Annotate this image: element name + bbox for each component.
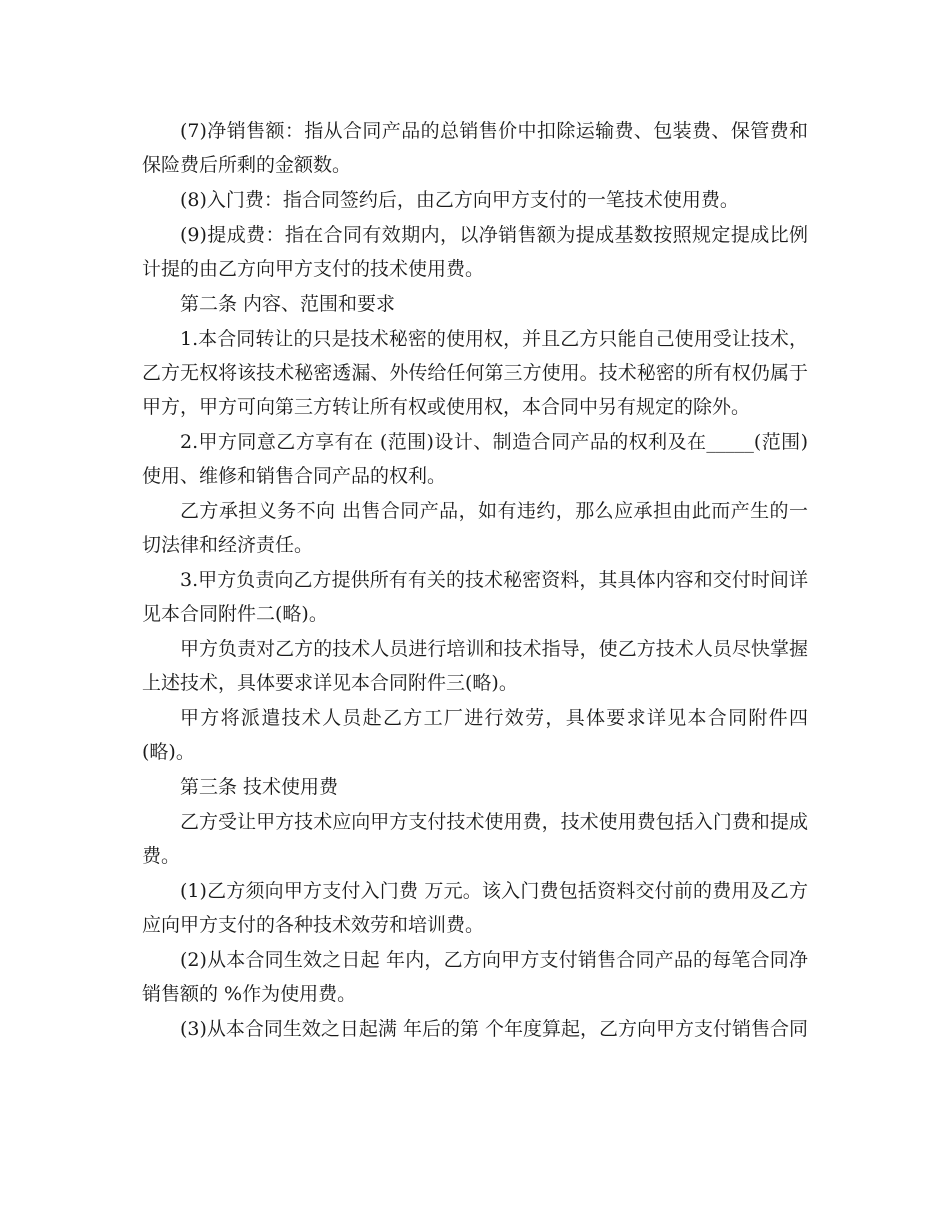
- paragraph-fee-item-1: (1)乙方须向甲方支付入门费 万元。该入门费包括资料交付前的费用及乙方应向甲方支付的各种技术效劳和培训费。: [142, 880, 808, 936]
- paragraph-net-sales-definition: (7)净销售额：指从合同产品的总销售价中扣除运输费、包装费、保管费和保险费后所剩的金额数。: [142, 120, 808, 176]
- paragraph-clause-2-2-obligation: 乙方承担义务不向 出售合同产品，如有违约，那么应承担由此而产生的一切法律和经济责任。: [142, 500, 808, 556]
- paragraph-clause-2-1: 1.本合同转让的只是技术秘密的使用权，并且乙方只能自己使用受让技术，乙方无权将该技术秘密透漏、外传给任何第三方使用。技术秘密的所有权仍属于甲方，甲方可向第三方转让所有权或使用权，本合同中另有规定的除外。: [142, 328, 808, 418]
- paragraph-clause-2-2: 2.甲方同意乙方享有在 (范围)设计、制造合同产品的权利及在_____(范围)使用、维修和销售合同产品的权利。: [142, 431, 808, 487]
- document-body: [142, 114, 808, 1047]
- paragraph-royalty-definition: (9)提成费：指在合同有效期内，以净销售额为提成基数按照规定提成比例计提的由乙方向甲方支付的技术使用费。: [142, 224, 808, 280]
- paragraph-entry-fee-definition: (8)入门费：指合同签约后，由乙方向甲方支付的一笔技术使用费。: [180, 189, 739, 211]
- paragraph-article-3-intro: 乙方受让甲方技术应向甲方支付技术使用费，技术使用费包括入门费和提成费。: [142, 811, 808, 867]
- paragraph-fee-item-3: (3)从本合同生效之日起满 年后的第 个年度算起，乙方向甲方支付销售合同: [180, 1018, 808, 1040]
- paragraph-clause-2-3-service: 甲方将派遣技术人员赴乙方工厂进行效劳，具体要求详见本合同附件四(略)。: [142, 707, 808, 763]
- article-3-heading: 第三条 技术使用费: [180, 776, 339, 798]
- paragraph-clause-2-3: 3.甲方负责向乙方提供所有有关的技术秘密资料，其具体内容和交付时间详见本合同附件二(略)。: [142, 569, 808, 625]
- paragraph-fee-item-2: (2)从本合同生效之日起 年内，乙方向甲方支付销售合同产品的每笔合同净销售额的 %作为使用费。: [142, 949, 808, 1005]
- article-2-heading: 第二条 内容、范围和要求: [180, 293, 396, 315]
- paragraph-clause-2-3-training: 甲方负责对乙方的技术人员进行培训和技术指导，使乙方技术人员尽快掌握上述技术，具体要求详见本合同附件三(略)。: [142, 638, 808, 694]
